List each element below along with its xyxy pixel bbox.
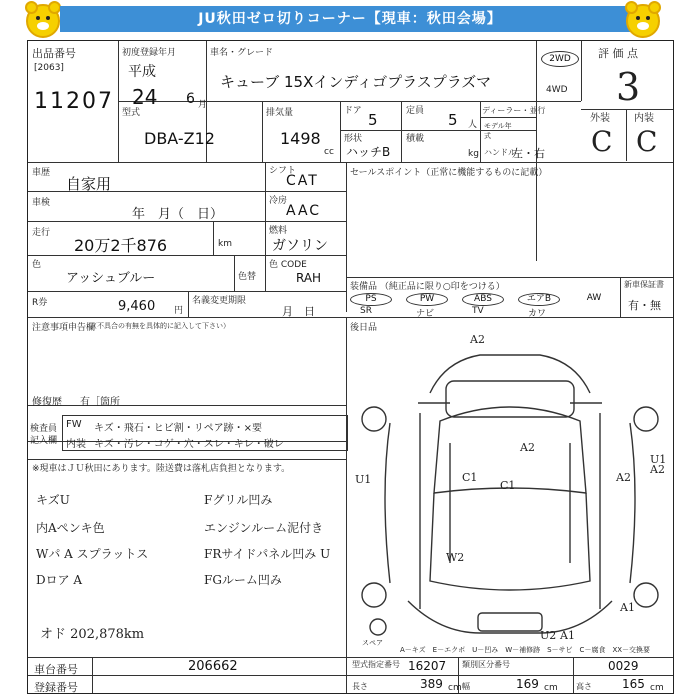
int-value: C	[636, 125, 658, 158]
damage-mark: A2	[520, 441, 535, 454]
auction-sheet	[27, 40, 674, 694]
reg-month-unit: 月	[198, 100, 208, 110]
checks-row1-head: FW	[66, 419, 82, 430]
handle-label: ハンドル	[484, 148, 516, 157]
doors-label: ドア	[344, 106, 362, 116]
handle-value: 左・右	[512, 147, 545, 160]
length-unit: cm	[448, 683, 462, 693]
repair-value: 有［箇所	[80, 397, 120, 408]
car-damage-diagram	[350, 333, 670, 651]
damage-mark: A2	[616, 471, 631, 484]
checks-label2: 記入欄	[30, 436, 58, 446]
use-value: 自家用	[66, 175, 112, 193]
header	[0, 0, 700, 38]
chassis-value: 206662	[188, 659, 238, 674]
grade-label: 評 価 点	[598, 47, 638, 60]
fuel-value: ガソリン	[272, 238, 328, 254]
hand-note-2: 内Aペンキ色	[36, 521, 105, 535]
equipment-label: 装備品 （純正品に限り○印をつける）	[350, 282, 505, 292]
reg-number-label: 登録番号	[34, 681, 78, 694]
displacement-unit: cc	[324, 147, 334, 157]
name-change-label: 名義変更期限	[192, 296, 247, 306]
drive-2wd: 2WD	[541, 51, 579, 67]
chassis-label: 車台番号	[34, 663, 78, 676]
dealer-label: ディーラー・並行	[482, 106, 546, 115]
grade-value: 3	[616, 65, 641, 109]
diagram-legend: A－キズ E－エクボ U－凹み W－補修跡 S－サビ C－腐食 XX－交換要	[400, 646, 651, 654]
ac-label: 冷房	[269, 196, 288, 206]
color-change-label: 色替	[238, 272, 257, 282]
height-unit: cm	[650, 683, 664, 693]
equipment-item: PW	[406, 293, 448, 306]
use-label: 車歴	[32, 168, 51, 178]
ext-value: C	[591, 125, 613, 158]
warranty-value: 有・無	[628, 299, 661, 312]
warranty-label: 新車保証書	[624, 280, 664, 289]
model-year-label: モデル年式	[484, 122, 512, 140]
length-label: 長さ	[352, 682, 368, 691]
equipment-item: TV	[472, 306, 484, 316]
capacity-label: 定員	[406, 106, 425, 116]
name-change-value: 月 日	[282, 305, 315, 318]
lot-label: 出品番号	[32, 47, 76, 60]
equipment-item: カワ	[528, 309, 547, 319]
width-value: 169	[516, 677, 539, 691]
damage-mark: A1	[560, 629, 575, 642]
equipment-list	[350, 291, 618, 317]
car-name: キューブ 15Xインディゴプラスプラズマ	[220, 73, 491, 91]
ext-label: 外装	[590, 113, 610, 124]
damage-mark: U1	[355, 473, 372, 486]
equipment-item: ナビ	[416, 309, 435, 319]
mileage-unit: km	[218, 239, 232, 249]
damage-mark: A2	[470, 333, 485, 346]
mileage-label: 走行	[32, 228, 51, 238]
ac-value: AAC	[286, 203, 322, 219]
recycle-value: 9,460	[118, 299, 156, 314]
capacity-value: 5	[448, 111, 458, 129]
fuel-label: 燃料	[269, 226, 288, 236]
notes-sub: （不具合の有無を具体的に記入して下さい）	[90, 322, 230, 330]
width-label: 幅	[462, 682, 470, 691]
equipment-item: SR	[360, 306, 372, 316]
color-label: 色	[32, 260, 42, 270]
displacement-value: 1498	[280, 129, 321, 148]
hand-note-1: キズU	[36, 493, 70, 507]
lot-number: 11207	[34, 89, 114, 114]
checks-row2-head: 内装	[66, 439, 86, 450]
inspection-label: 車検	[32, 198, 51, 208]
lot-code: [2063]	[34, 63, 64, 73]
color-code: RAH	[296, 271, 322, 285]
rear-seat-label: 後日品	[350, 323, 378, 333]
reg-label: 初度登録年月	[122, 48, 177, 58]
recycle-unit: 円	[174, 306, 184, 316]
hand-note-r3: FRサイドパネル凹み U	[204, 547, 331, 561]
shape-label: 形状	[344, 134, 363, 144]
hand-note-odo: オド 202,878km	[40, 627, 145, 642]
damage-mark: C1	[462, 471, 478, 484]
type-num-label: 型式指定番号	[352, 660, 400, 669]
height-label: 高さ	[576, 682, 592, 691]
sales-point-label: セールスポイント（正常に機能するものに記載）	[350, 168, 548, 178]
model-value: DBA-Z12	[144, 129, 215, 148]
hand-note-r1: Fグリル凹み	[204, 493, 273, 507]
bear-logo-icon	[626, 4, 660, 38]
displacement-label: 排気量	[266, 108, 294, 118]
hand-note-r4: FGルーム凹み	[204, 573, 282, 587]
capacity-unit: 人	[468, 120, 478, 130]
shape-value: ハッチB	[346, 145, 391, 159]
damage-mark: C1	[500, 479, 516, 492]
model-label: 型式	[122, 108, 141, 118]
equipment-item: ABS	[462, 293, 504, 306]
hand-note-3: Wパ A スプラットス	[36, 547, 149, 561]
color-code-label: 色 CODE	[269, 260, 307, 270]
drive-4wd: 4WD	[546, 85, 568, 95]
checks-row1: キズ・飛石・ヒビ割・リペア跡・×要	[94, 423, 262, 434]
class-num-label: 類別区分番号	[462, 660, 510, 669]
page-title: JU秋田ゼロ切りコーナー【現車：秋田会場】	[60, 6, 640, 32]
checks-label1: 検査員	[30, 424, 58, 434]
hand-note-r2: エンジンルーム泥付き	[204, 521, 324, 535]
hand-note-4: Dロア A	[36, 573, 83, 587]
equipment-item: エアB	[518, 293, 560, 306]
bear-logo-icon	[26, 4, 60, 38]
notes-label: 注意事項申告欄	[32, 323, 96, 333]
checks-row2: キズ・汚レ・コゲ・穴・スレ・キレ・破レ	[94, 439, 284, 450]
int-label: 内装	[634, 113, 654, 124]
damage-mark: A2	[650, 463, 665, 476]
load-unit: kg	[468, 149, 479, 159]
equipment-item: AW	[586, 293, 602, 303]
reg-era: 平成	[128, 64, 156, 80]
reg-year: 24	[132, 85, 158, 109]
mileage-value: 20万2千876	[74, 236, 168, 255]
inspection-value: 年 月（ 日）	[132, 207, 224, 222]
shift-label: シフト	[269, 166, 297, 176]
recycle-label: R券	[32, 298, 48, 308]
class-num: 0029	[608, 659, 639, 673]
repair-label: 修復歴	[32, 397, 62, 408]
width-unit: cm	[544, 683, 558, 693]
reg-month: 6	[186, 91, 195, 107]
equipment-item: PS	[350, 293, 392, 306]
load-label: 積載	[406, 134, 425, 144]
notice-text: ※現車はＪＵ秋田にあります。陸送費は落札店負担となります。	[32, 464, 291, 474]
damage-mark: U2	[540, 629, 557, 642]
shift-value: CAT	[286, 173, 319, 189]
damage-mark: U1	[650, 453, 667, 466]
color-value: アッシュブルー	[66, 271, 156, 286]
damage-mark: A1	[620, 601, 635, 614]
length-value: 389	[420, 677, 443, 691]
type-num: 16207	[408, 659, 447, 673]
spare-label: スペア	[362, 639, 383, 647]
damage-mark: W2	[446, 551, 465, 564]
doors-value: 5	[368, 111, 378, 129]
car-label: 車名・グレード	[210, 48, 274, 58]
height-value: 165	[622, 677, 645, 691]
